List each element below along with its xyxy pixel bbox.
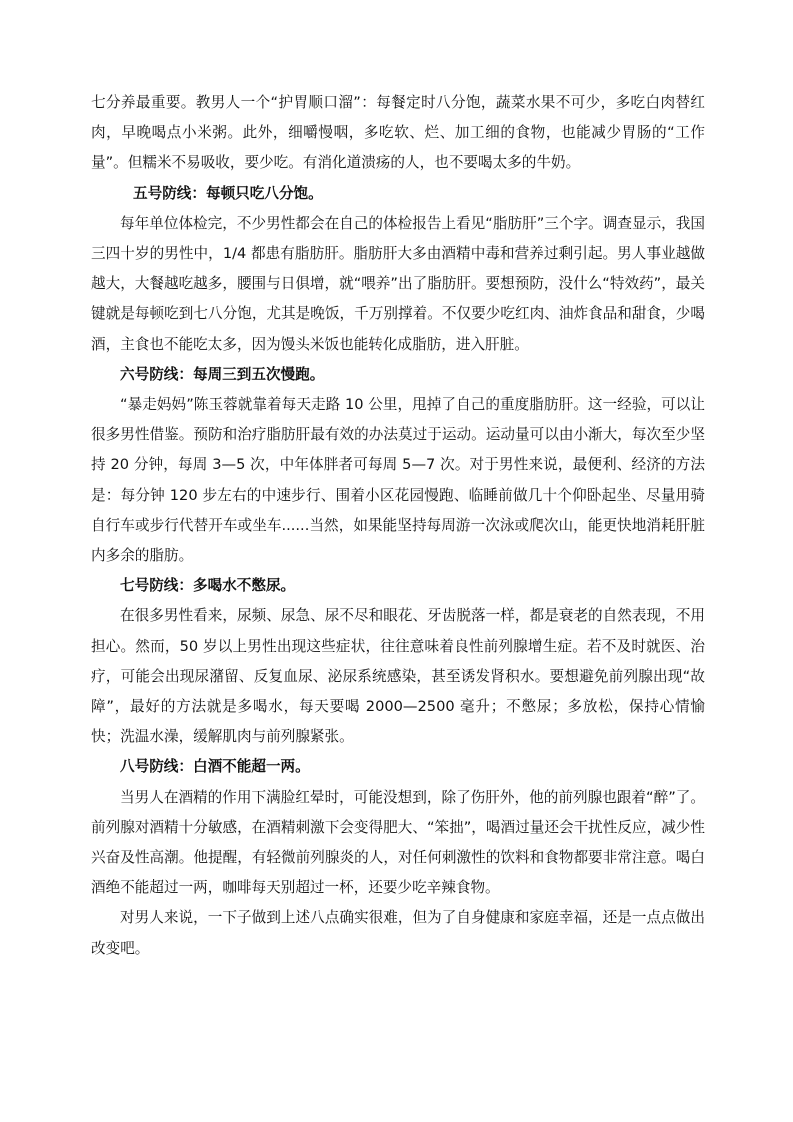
heading-line-six: 六号防线：每周三到五次慢跑。 xyxy=(120,365,325,383)
heading-line-five: 五号防线：每顿只吃八分饱。 xyxy=(133,184,323,202)
paragraph-conclusion: 对男人来说，一下子做到上述八点确实很难，但为了自身健康和家庭幸福，还是一点点做出改变吧。 xyxy=(91,909,705,957)
paragraph-fatty-liver: 每年单位体检完，不少男性都会在自己的体检报告上看见“脂肪肝”三个字。调查显示，我国三四十岁的男性中，1/4 都患有脂肪肝。脂肪肝大多由酒精中毒和营养过剩引起。男人事业越做越大，大餐越吃越多，腰围与日俱增，就“喂养”出了脂肪肝。要想预防，没什么“特效药”，最关键就是每顿吃到七八分饱，尤其是晚饭，千万别撑着。不仅要少吃红肉、油炸食品和甜食，少喝酒，主食也不能吃太多，因为馒头米饭也能转化成脂肪，进入肝脏。 xyxy=(91,214,705,353)
paragraph-stomach-care: 七分养最重要。教男人一个“护胃顺口溜”：每餐定时八分饱，蔬菜水果不可少，多吃白肉替红肉，早晚喝点小米粥。此外，细嚼慢咽，多吃软、烂、加工细的食物，也能减少胃肠的“工作量”。但糯米不易吸收，要少吃。有消化道溃疡的人，也不要喝太多的牛奶。 xyxy=(91,94,705,172)
document-page xyxy=(91,88,705,964)
heading-line-eight: 八号防线：白酒不能超一两。 xyxy=(120,758,310,776)
heading-line-seven: 七号防线：多喝水不憋尿。 xyxy=(120,577,296,595)
paragraph-prostate: 在很多男性看来，尿频、尿急、尿不尽和眼花、牙齿脱落一样，都是衰老的自然表现，不用担心。然而，50 岁以上男性出现这些症状，往往意味着良性前列腺增生症。若不及时就医、治疗，可能会出现尿潴留、反复血尿、泌尿系统感染，甚至诱发肾积水。要想避免前列腺出现“故障”，最好的方法就是多喝水，每天要喝 2000—2500 毫升；不憋尿；多放松，保持心情愉快；洗温水澡，缓解肌肉与前列腺紧张。 xyxy=(91,607,705,746)
paragraph-jogging: “暴走妈妈”陈玉蓉就靠着每天走路 10 公里，甩掉了自己的重度脂肪肝。这一经验，可以让很多男性借鉴。预防和治疗脂肪肝最有效的办法莫过于运动。运动量可以由小渐大，每次至少坚持 20 分钟，每周 3—5 次，中年体胖者可每周 5—7 次。对于男性来说，最便利、经济的方法是：每分钟 120 步左右的中速步行、围着小区花园慢跑、临睡前做几十个仰卧起坐、尽量用骑自行车或步行代替开车或坐车......当然，如果能坚持每周游一次泳或爬次山，能更快地消耗肝脏内多余的脂肪。 xyxy=(91,396,705,565)
paragraph-alcohol: 当男人在酒精的作用下满脸红晕时，可能没想到，除了伤肝外，他的前列腺也跟着“醉”了。前列腺对酒精十分敏感，在酒精刺激下会变得肥大、“笨拙”，喝酒过量还会干扰性反应，减少性兴奋及性高潮。他提醒，有轻微前列腺炎的人，对任何刺激性的饮料和食物都要非常注意。喝白酒绝不能超过一两，咖啡每天别超过一杯，还要少吃辛辣食物。 xyxy=(91,788,705,897)
